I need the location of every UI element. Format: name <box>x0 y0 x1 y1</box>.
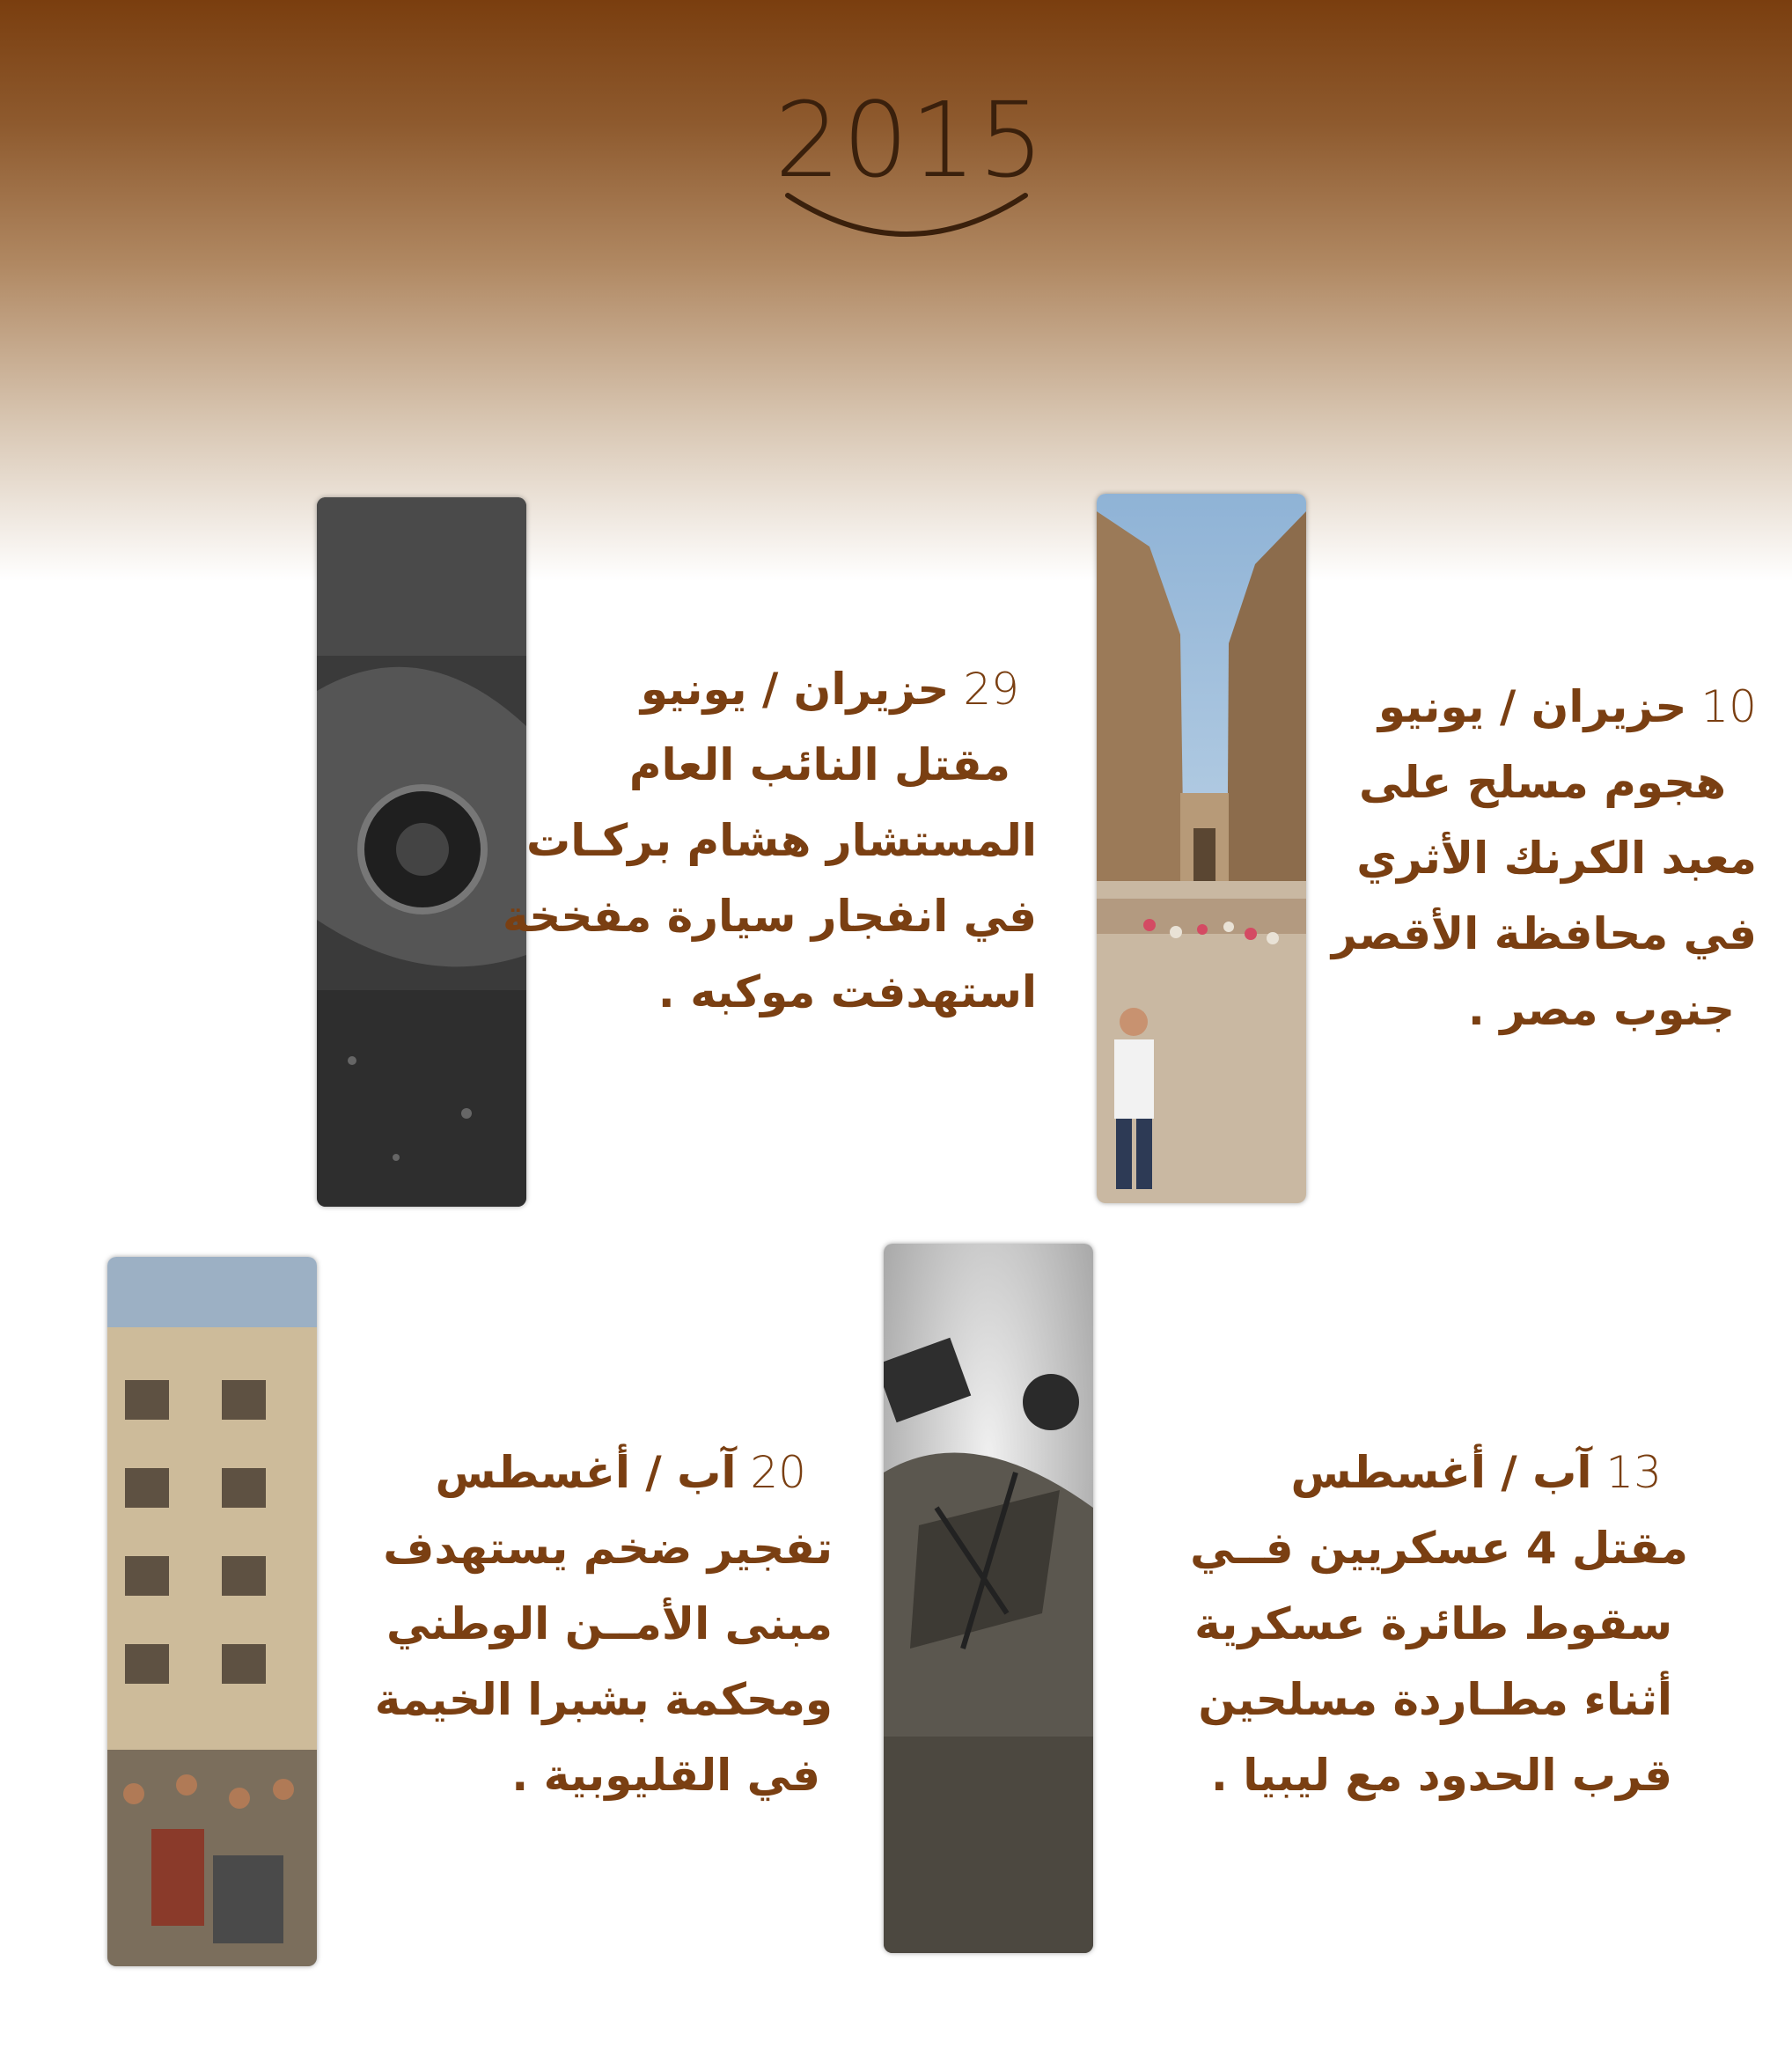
event-line: مقتل 4 عسكريين فــي <box>1190 1523 1688 1574</box>
event-line: سقوط طائرة عسكرية <box>1194 1598 1672 1649</box>
event-day: 13 <box>1605 1447 1662 1498</box>
event-date <box>1338 669 1757 745</box>
event-aircraft-crash <box>1179 1435 1688 1813</box>
event-line: معبد الكرنك الأثري <box>1356 833 1757 884</box>
event-line: جنوب مصر . <box>1467 984 1735 1035</box>
event-line: تفجير ضخم يستهدف <box>383 1523 833 1574</box>
event-karnak-attack <box>1331 669 1757 1047</box>
event-date <box>1179 1435 1688 1510</box>
event-line: استهدفت موكبه . <box>657 966 1037 1017</box>
event-month: آب / أغسطس <box>435 1447 737 1498</box>
event-line: في القليوبية . <box>511 1750 820 1801</box>
event-prosecutor-assassination <box>502 651 1037 1030</box>
year-title: 2015 <box>775 79 1047 201</box>
event-line: هجوم مسلح على <box>1359 757 1726 808</box>
event-day: 10 <box>1700 681 1757 732</box>
photo-damaged-building <box>107 1257 317 1966</box>
event-line: مبنى الأمــن الوطني <box>386 1598 833 1649</box>
event-month: حزيران / يونيو <box>640 664 950 715</box>
event-line: المستشار هشام بركـات <box>525 815 1037 866</box>
event-line: في محافظة الأقصر <box>1331 908 1757 959</box>
event-day: 20 <box>750 1447 806 1498</box>
event-month: آب / أغسطس <box>1290 1447 1592 1498</box>
event-day: 29 <box>963 664 1019 715</box>
event-line: في انفجار سيارة مفخخة <box>502 891 1037 942</box>
photo-car-explosion <box>317 497 526 1207</box>
photo-karnak-temple <box>1097 494 1306 1203</box>
event-security-building-bombing <box>334 1435 833 1813</box>
year-underline-arc <box>783 185 1030 246</box>
event-line: قرب الحدود مع ليبيا . <box>1210 1750 1672 1801</box>
event-month: حزيران / يونيو <box>1377 681 1687 732</box>
year-heading <box>775 79 1047 264</box>
event-date <box>528 651 1037 727</box>
event-date <box>334 1435 833 1510</box>
photo-aircraft-crash <box>884 1244 1093 1953</box>
event-line: مقتل النائب العام <box>628 739 1010 790</box>
event-line: أثناء مطـاردة مسلحين <box>1198 1674 1672 1725</box>
event-line: ومحكمة بشبرا الخيمة <box>374 1674 833 1725</box>
